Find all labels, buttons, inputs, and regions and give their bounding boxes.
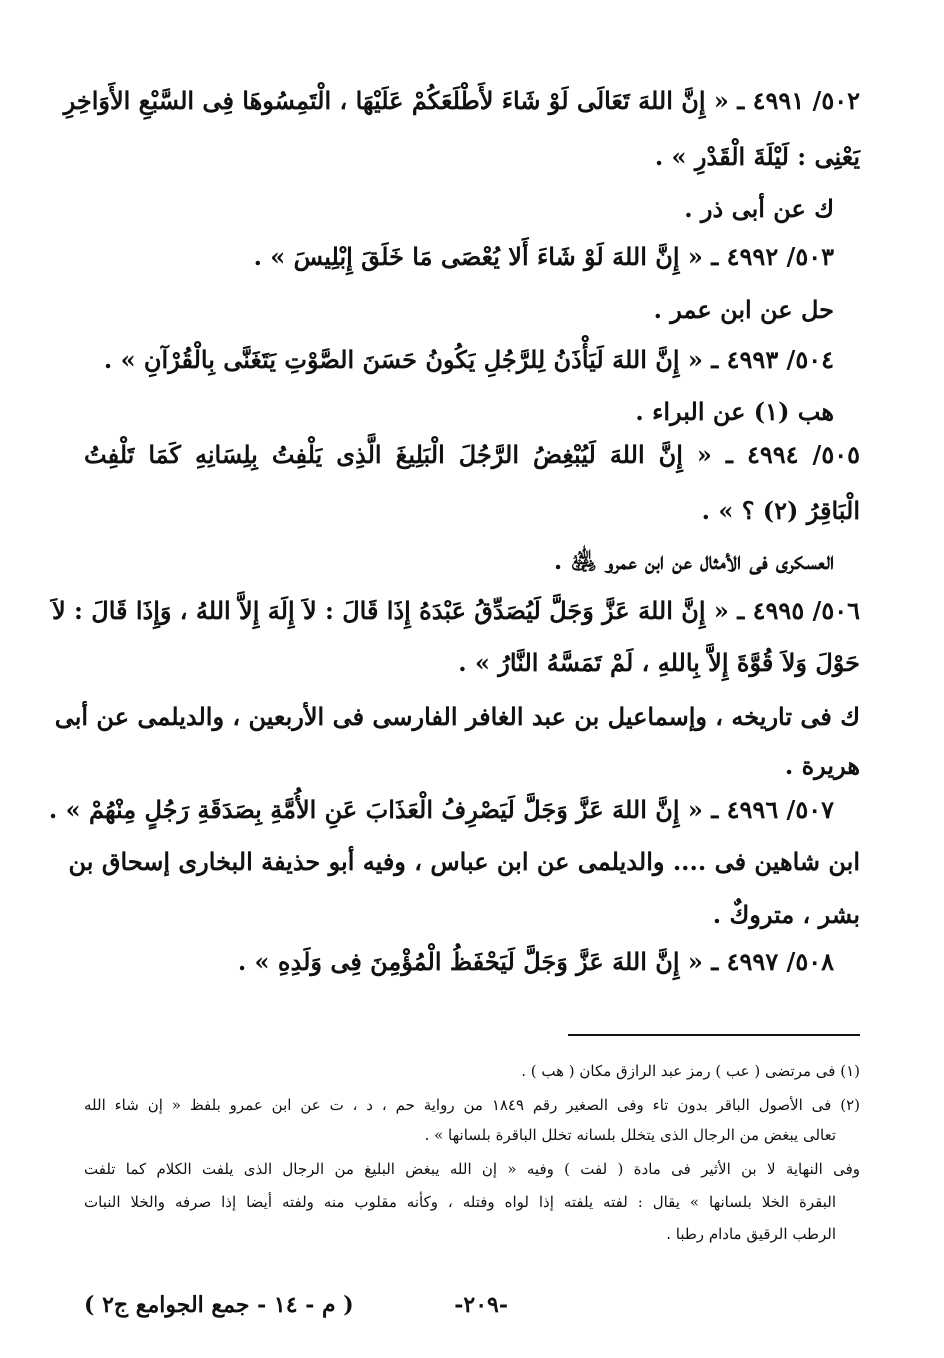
hadith-505-line-2: الْبَاقِرُ (٢) ؟ » . [701,496,860,525]
hadith-507-source-line-1: ابن شاهين فى .... والديلمى عن ابن عباس ، وفيه أبو حذيفة البخارى إسحاق بن [68,847,860,876]
footnote-2-line-3: وفى النهاية لا بن الأثير فى مادة ( لفت ) وفيه « إن الله يبغض البليغ من الرجال الذى يلفت الكلام كما تلفت [84,1160,860,1178]
footnote-2-line-4: البقرة الخلا بلسانها » يقال : لفته يلفته إذا لواه وفتله ، وكأنه مقلوب منه ولفته أيضا إذا صرفه والخلا النبات [84,1193,836,1211]
page-number: -٢٠٩- [454,1292,508,1318]
hadith-506-source-line-2: هريرة . [784,751,860,780]
hadith-507-source-line-2: بشر ، متروكٌ . [712,900,860,929]
hadith-506-source-line-1: ك فى تاريخه ، وإسماعيل بن عبد الغافر الفارسى فى الأربعين ، والديلمى عن أبى [54,702,860,731]
hadith-502-line-1: ٥٠٢/ ٤٩٩١ ـ « إِنَّ اللهَ تَعَالَى لَوْ شَاءَ لأَطْلَعَكُمْ عَلَيْهَا ، الْتَمِسُوهَا فِى السَّبْعِ الأَوَاخِرِ [63,86,860,115]
hadith-505-line-1: ٥٠٥/ ٤٩٩٤ ـ « إِنَّ اللهَ لَيُبْغِضُ الرَّجُلَ الْبَلِيغَ الَّذِى يَلْفِتُ بِلِسَانِهِ كَمَا تَلْفِتُ [84,440,860,469]
hadith-503-source: حل عن ابن عمر . [653,295,834,324]
hadith-503-text: ٥٠٣/ ٤٩٩٢ ـ « إِنَّ اللهَ لَوْ شَاءَ أَلا يُعْصَى مَا خَلَقَ إِبْلِيسَ » . [253,242,834,271]
footnote-2-line-2: تعالى يبغض من الرجال الذى يتخلل بلسانه تخلل الباقرة بلسانها » . [424,1126,836,1144]
footnote-1: (١) فى مرتضى ( عب ) رمز عبد الرازق مكان ( هب ) . [521,1062,860,1080]
book-signature: ( م - ١٤ - جمع الجوامع ج٢ ) [84,1292,354,1318]
hadith-508-text: ٥٠٨/ ٤٩٩٧ ـ « إِنَّ اللهَ عَزَّ وَجَلَّ لَيَحْفَظُ الْمُؤْمِنَ فِى وَلَدِهِ » . [237,947,834,976]
footnote-2-line-5: الرطب الرقيق مادام رطبا . [666,1225,836,1243]
hadith-504-text: ٥٠٤/ ٤٩٩٣ ـ « إِنَّ اللهَ لَيَأْذَنُ لِلرَّجُلِ يَكُونُ حَسَنَ الصَّوْتِ يَتَغَنَّى بِالْقُرْآنِ » . [103,345,834,374]
footnote-2-line-1: (٢) فى الأصول الباقر بدون تاء وفى الصغير رقم ١٨٤٩ من رواية حم ، د ، ت عن ابن عمرو بلفظ « إن شاء الله [84,1096,861,1114]
footnote-separator [568,1034,860,1036]
hadith-506-line-1: ٥٠٦/ ٤٩٩٥ ـ « إِنَّ اللهَ عَزَّ وَجَلَّ لَيُصَدِّقُ عَبْدَهُ إِذَا قَالَ : لاَ إِلَهَ إِلاَّ اللهُ ، وَإِذَا قَالَ : لاَ [52,596,860,625]
hadith-504-source: هب (١) عن البراء . [635,397,834,426]
hadith-502-line-2: يَعْنِى : لَيْلَةَ الْقَدْرِ » . [654,142,860,171]
hadith-506-line-2: حَوْلَ وَلاَ قُوَّةَ إِلاَّ بِاللهِ ، لَمْ تَمَسَّهُ النَّارُ » . [458,648,860,677]
hadith-505-source: العسكرى فى الأمثال عن ابن عمرو ﵁ . [553,546,834,575]
hadith-502-source: ك عن أبى ذر . [684,194,834,223]
hadith-507-text: ٥٠٧/ ٤٩٩٦ ـ « إِنَّ اللهَ عَزَّ وَجَلَّ لَيَصْرِفُ الْعَذَابَ عَنِ الأُمَّةِ بِصَدَقَةِ رَجُلٍ مِنْهُمْ » . [48,795,834,824]
